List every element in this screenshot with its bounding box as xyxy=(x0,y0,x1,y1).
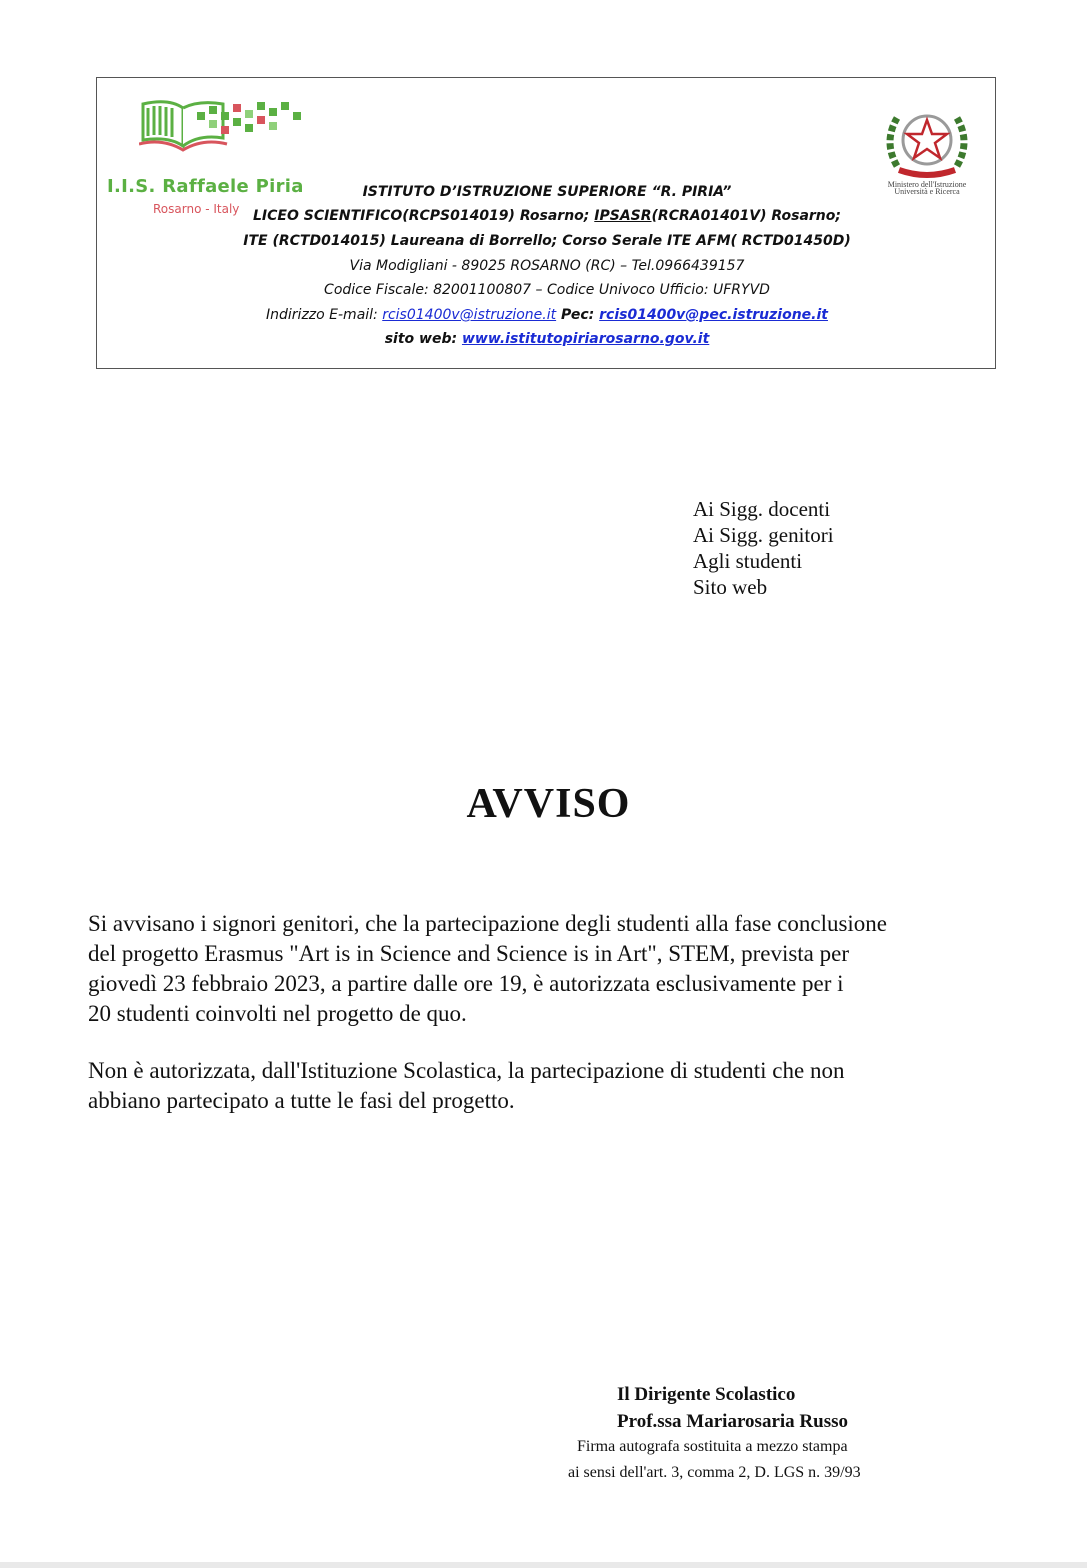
header-fiscal-code: Codice Fiscale: 82001100807 – Codice Univoco Ufficio: UFRYVD xyxy=(324,282,770,298)
letterhead xyxy=(96,77,996,369)
recipient-item: Ai Sigg. docenti xyxy=(693,497,831,521)
signature-role: Il Dirigente Scolastico xyxy=(617,1384,796,1405)
paragraph-line: giovedì 23 febbraio 2023, a partire dalle ore 19, è autorizzata esclusivamente per i xyxy=(88,971,844,996)
paragraph-line: Non è autorizzata, dall'Istituzione Scolastica, la partecipazione di studenti che non xyxy=(88,1058,845,1083)
header-line-2c: (RCRA01401V) Rosarno; xyxy=(651,208,841,224)
recipient-item: Ai Sigg. genitori xyxy=(693,523,834,547)
email-label: Indirizzo E-mail: xyxy=(266,307,383,323)
signature-note-2: ai sensi dell'art. 3, comma 2, D. LGS n. 39/93 xyxy=(568,1464,861,1481)
site-link[interactable]: www.istitutopiriarosarno.gov.it xyxy=(461,331,710,347)
logo-subtitle: Rosarno - Italy xyxy=(153,202,240,216)
site-label: sito web: xyxy=(384,331,462,347)
header-contacts xyxy=(97,307,997,323)
recipient-item: Agli studenti xyxy=(693,549,803,573)
header-line-2 xyxy=(97,208,997,224)
header-line-2b: IPSASR xyxy=(594,208,652,224)
header-website xyxy=(97,331,997,347)
paragraph-line: Si avvisano i signori genitori, che la partecipazione degli studenti alla fase conclusione xyxy=(88,911,888,936)
header-line-3: ITE (RCTD014015) Laureana di Borrello; Corso Serale ITE AFM( RCTD01450D) xyxy=(243,233,851,249)
paragraph-line: 20 studenti coinvolti nel progetto de quo. xyxy=(88,1001,467,1026)
signature-note-1: Firma autografa sostituita a mezzo stampa xyxy=(577,1438,848,1455)
paragraph-line: del progetto Erasmus "Art is in Science and Science is in Art", STEM, prevista per xyxy=(88,941,849,966)
document-title: AVVISO xyxy=(466,781,631,827)
page-bottom-edge xyxy=(0,1562,1087,1568)
pec-link[interactable]: rcis01400v@pec.istruzione.it xyxy=(599,307,828,323)
paragraph-line: abbiano partecipato a tutte le fasi del progetto. xyxy=(88,1088,515,1113)
body-paragraph-2 xyxy=(88,1056,1018,1116)
logo-name: I.I.S. Raffaele Piria xyxy=(107,176,304,197)
recipient-item: Sito web xyxy=(693,575,768,599)
signature-name: Prof.ssa Mariarosaria Russo xyxy=(617,1411,848,1432)
book-icon xyxy=(139,98,309,158)
school-logo xyxy=(101,98,316,216)
recipients-list xyxy=(693,496,834,600)
pec-label: Pec: xyxy=(556,307,600,323)
header-line-2a: LICEO SCIENTIFICO(RCPS014019) Rosarno; xyxy=(253,208,595,224)
institute-name: ISTITUTO D’ISTRUZIONE SUPERIORE “R. PIRIA” xyxy=(362,184,732,200)
body-paragraph-1 xyxy=(88,909,1018,1029)
emblem-caption-1: Ministero dell'Istruzione xyxy=(887,180,967,189)
email-link[interactable]: rcis01400v@istruzione.it xyxy=(382,307,557,323)
header-address: Via Modigliani - 89025 ROSARNO (RC) – Tel.0966439157 xyxy=(349,258,745,274)
emblem-caption-2: Università e Ricerca xyxy=(894,187,960,196)
